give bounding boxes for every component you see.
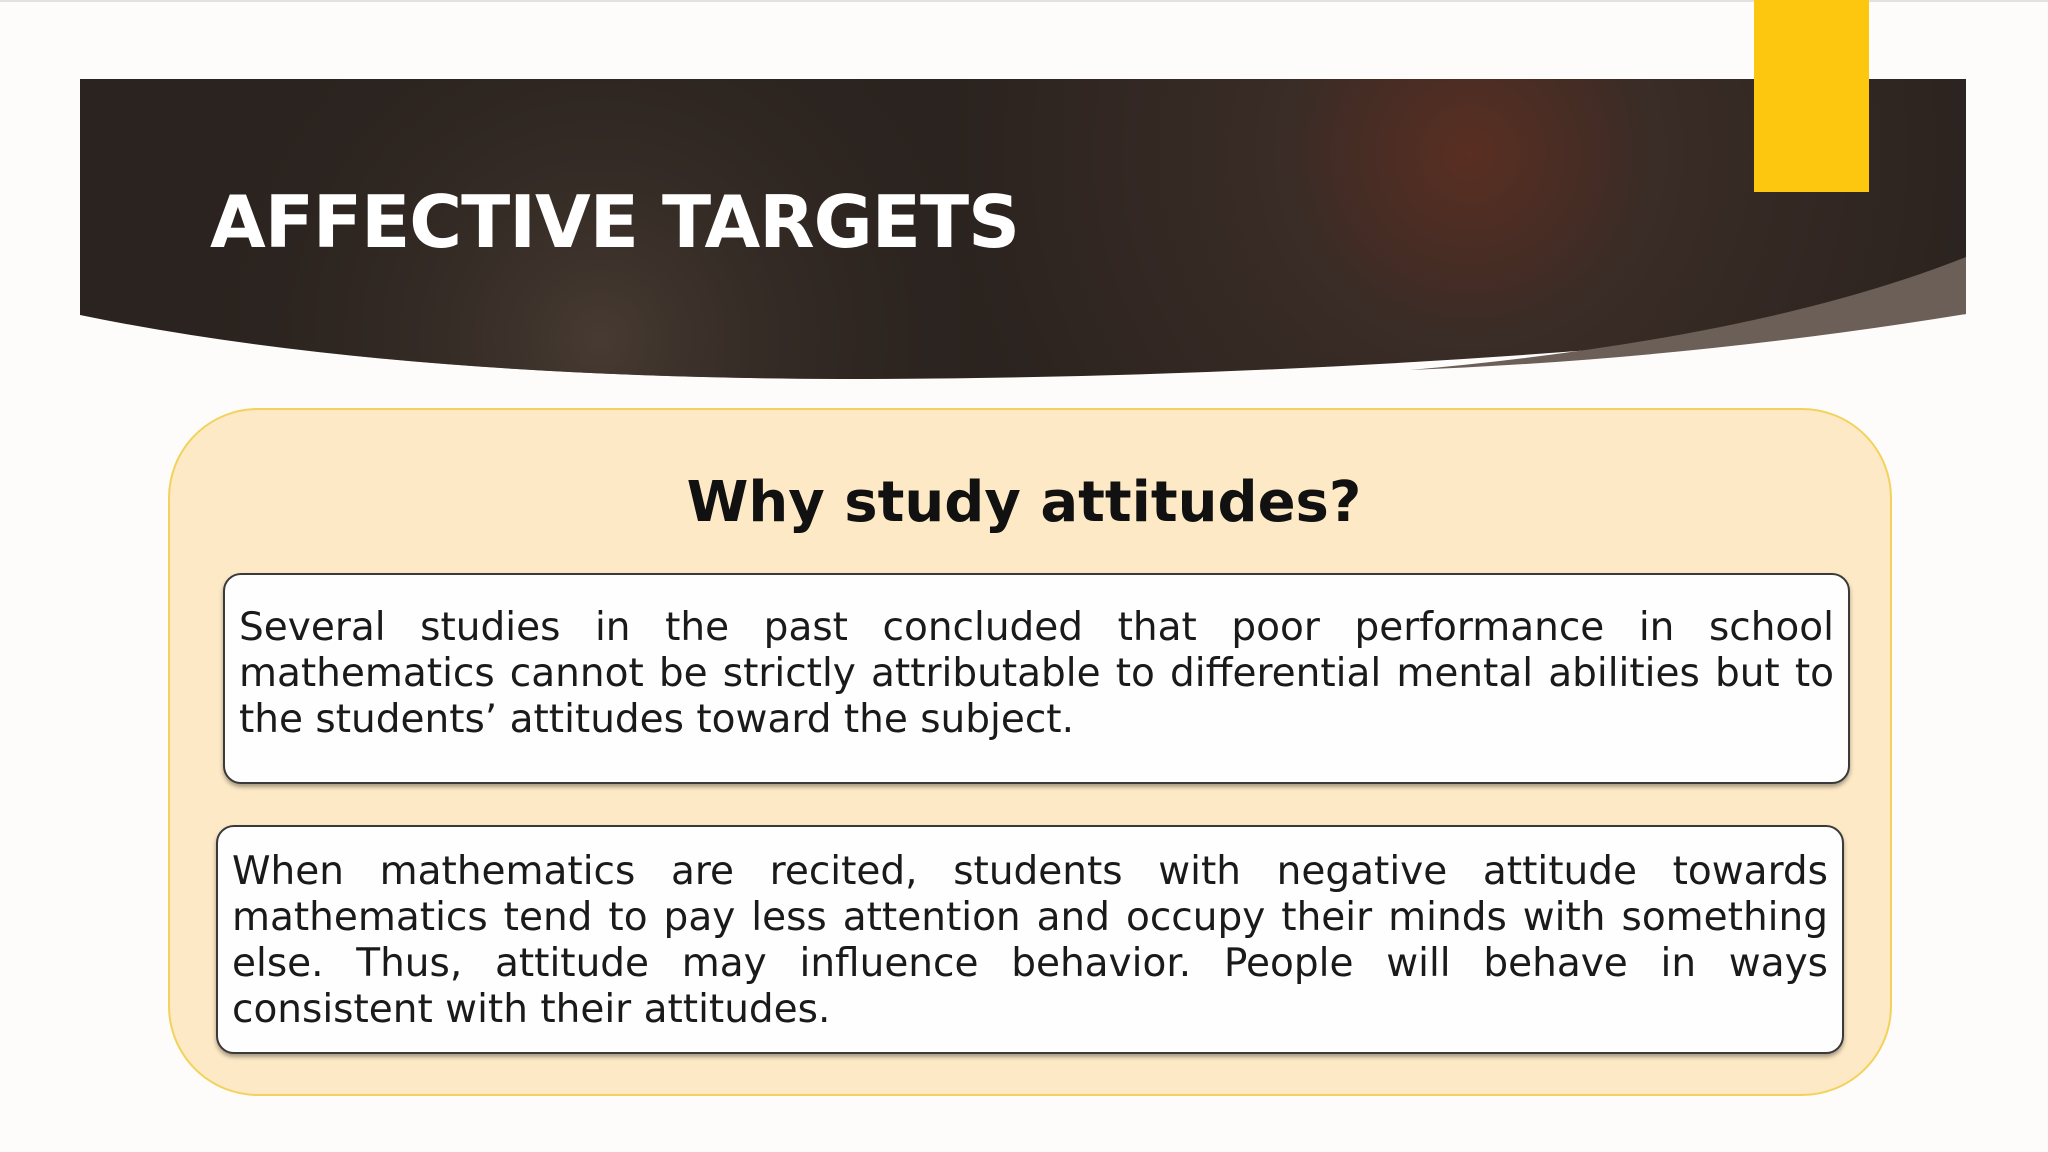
accent-tab bbox=[1754, 0, 1869, 192]
paragraph-2: When mathematics are recited, students with negative attitude towards mathematics tend to pay less attention and occupy their minds with something else. Thus, attitude may influence behavior. People will behave in ways consistent with their attitudes. bbox=[232, 849, 1828, 1032]
text-box-2 bbox=[216, 825, 1844, 1054]
top-divider bbox=[0, 0, 2048, 2]
text-box-1 bbox=[223, 573, 1850, 784]
slide-title: AFFECTIVE TARGETS bbox=[210, 180, 1019, 264]
card-heading: Why study attitudes? bbox=[686, 470, 1362, 535]
paragraph-1: Several studies in the past concluded that poor performance in school mathematics cannot be strictly attributable to differential mental abilities but to the students’ attitudes toward the subject. bbox=[239, 605, 1834, 742]
